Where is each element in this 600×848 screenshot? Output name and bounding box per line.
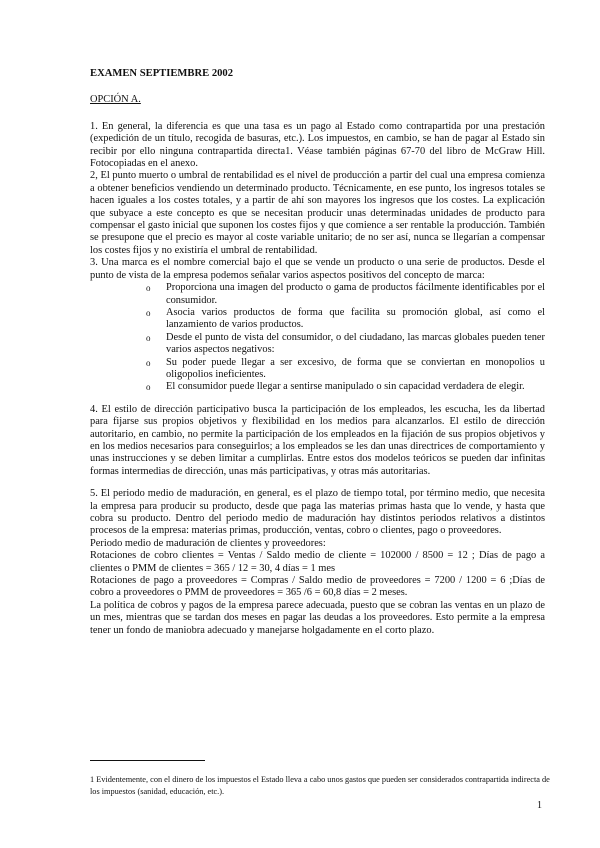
list-item: o Proporciona una imagen del producto o gama de productos fácilmente identificables por el consumidor.: [146, 282, 545, 306]
answer-5: 5. El periodo medio de maduración, en general, es el plazo de tiempo total, por término medio, que necesita la empresa para producir su producto, desde que paga las materias primas hasta que lo vende, y hasta que cobra su producto. Dentro del periodo medio de maduración hay distintos periodos relativos a distintos procesos de la empresa: materias primas, producción, ventas, cobro o clientes, pago o proveedores.: [90, 488, 545, 537]
answer-5-subheading: Periodo medio de maduración de clientes y proveedores:: [90, 537, 326, 549]
brand-aspects-list: [90, 282, 545, 394]
answer-2: 2, El punto muerto o umbral de rentabilidad es el nivel de producción a partir del cual una empresa comienza a obtener beneficios vendiendo un determinado producto. Técnicamente, en ese punto, los ingresos totales se hacen iguales a los costes totales, y a partir de ahí son mayores los ingresos que los costes. La explicación que subyace a este concepto es que se necesitan producir unas determinadas unidades de producto para compensar el gasto inicial que suponen los costes fijos y que comience a ser rentable la producción. También se presupone que el precio es mayor al coste variable unitario; de no ser así, nunca se llegarían a compensar los costes fijos y no existiría el umbral de rentabilidad.: [90, 170, 545, 256]
list-item: o Su poder puede llegar a ser excesivo, de forma que se conviertan en monopolios u oligopolios ineficientes.: [146, 356, 545, 380]
bullet-icon: o: [146, 283, 151, 294]
bullet-icon: o: [146, 307, 151, 318]
list-item: o Asocia varios productos de forma que facilita su promoción global, así como el lanzamiento de varios productos.: [146, 306, 545, 331]
answer-4: 4. El estilo de dirección participativo busca la participación de los empleados, les escucha, les da libertad para fijarse sus propios objetivos y flexibilidad en los medios para alcanzarlos. El estilo de dirección autoritario, en cambio, no permite la participación de los empleados en la fijación de sus propios objetivos y en los medios necesarios para conseguirlos; a los empleados se les dan unas directrices de comportamiento y unas instrucciones y se deben limitar a cumplirlas. Entre estos dos modelos teóricos se pueden dar infinitas formas intermedias de dirección, unas más participativas, y otras más autoritarias.: [90, 403, 545, 477]
answer-1: 1. En general, la diferencia es que una tasa es un pago al Estado como contrapartida por una prestación (expedición de un título, recogida de basuras, etc.). Los impuestos, en cambio, se han de pagar al Estado sin recibir por ello ninguna contrapartida directa1. Véase también páginas 67-70 del libro de McGraw Hill. Fotocopiadas en el anexo.: [90, 120, 545, 170]
footnote-divider: [90, 760, 205, 761]
answer-5-conclusion: La política de cobros y pagos de la empresa parece adecuada, puesto que se cobran las ventas en un plazo de un mes, mientras que se tardan dos meses en pagar las deudas a los proveedores. Esto permite a la empresa tener un fondo de maniobra adecuado y manejarse holgadamente en el corto plazo.: [90, 599, 545, 636]
document-body: [90, 68, 545, 637]
page-number: 1: [537, 800, 542, 811]
bullet-icon: o: [146, 357, 151, 368]
bullet-icon: o: [146, 382, 151, 393]
answer-3: 3. Una marca es el nombre comercial bajo el que se vende un producto o una serie de productos. Desde el punto de vista de la empresa podemos señalar varios aspectos positivos del concepto de marca:: [90, 257, 545, 281]
option-heading: OPCIÓN A.: [90, 94, 141, 106]
exam-title: EXAMEN SEPTIEMBRE 2002: [90, 68, 234, 79]
answer-5-clients: Rotaciones de cobro clientes = Ventas / Saldo medio de cliente = 102000 / 8500 = 12 ; Días de pago a clientes o PMM de clientes = 365 / 12 = 30, 4 días = 1 mes: [90, 550, 545, 574]
list-item: o El consumidor puede llegar a sentirse manipulado o sin capacidad verdadera de elegir.: [146, 381, 525, 393]
list-item: o Desde el punto de vista del consumidor, o del ciudadano, las marcas globales pueden tener varios aspectos negativos:: [146, 331, 545, 356]
bullet-icon: o: [146, 332, 151, 343]
answer-5-suppliers: Rotaciones de pago a proveedores = Compras / Saldo medio de proveedores = 7200 / 1200 = 6 ;Días de cobro a proveedores o PMM de proveedores = 365 /6 = 60,8 días = 2 meses.: [90, 575, 545, 599]
footnote: 1 Evidentemente, con el dinero de los impuestos el Estado lleva a cabo unos gastos que pueden ser considerados contrapartida indirecta de los impuestos (sanidad, educación, etc.).: [90, 775, 550, 797]
